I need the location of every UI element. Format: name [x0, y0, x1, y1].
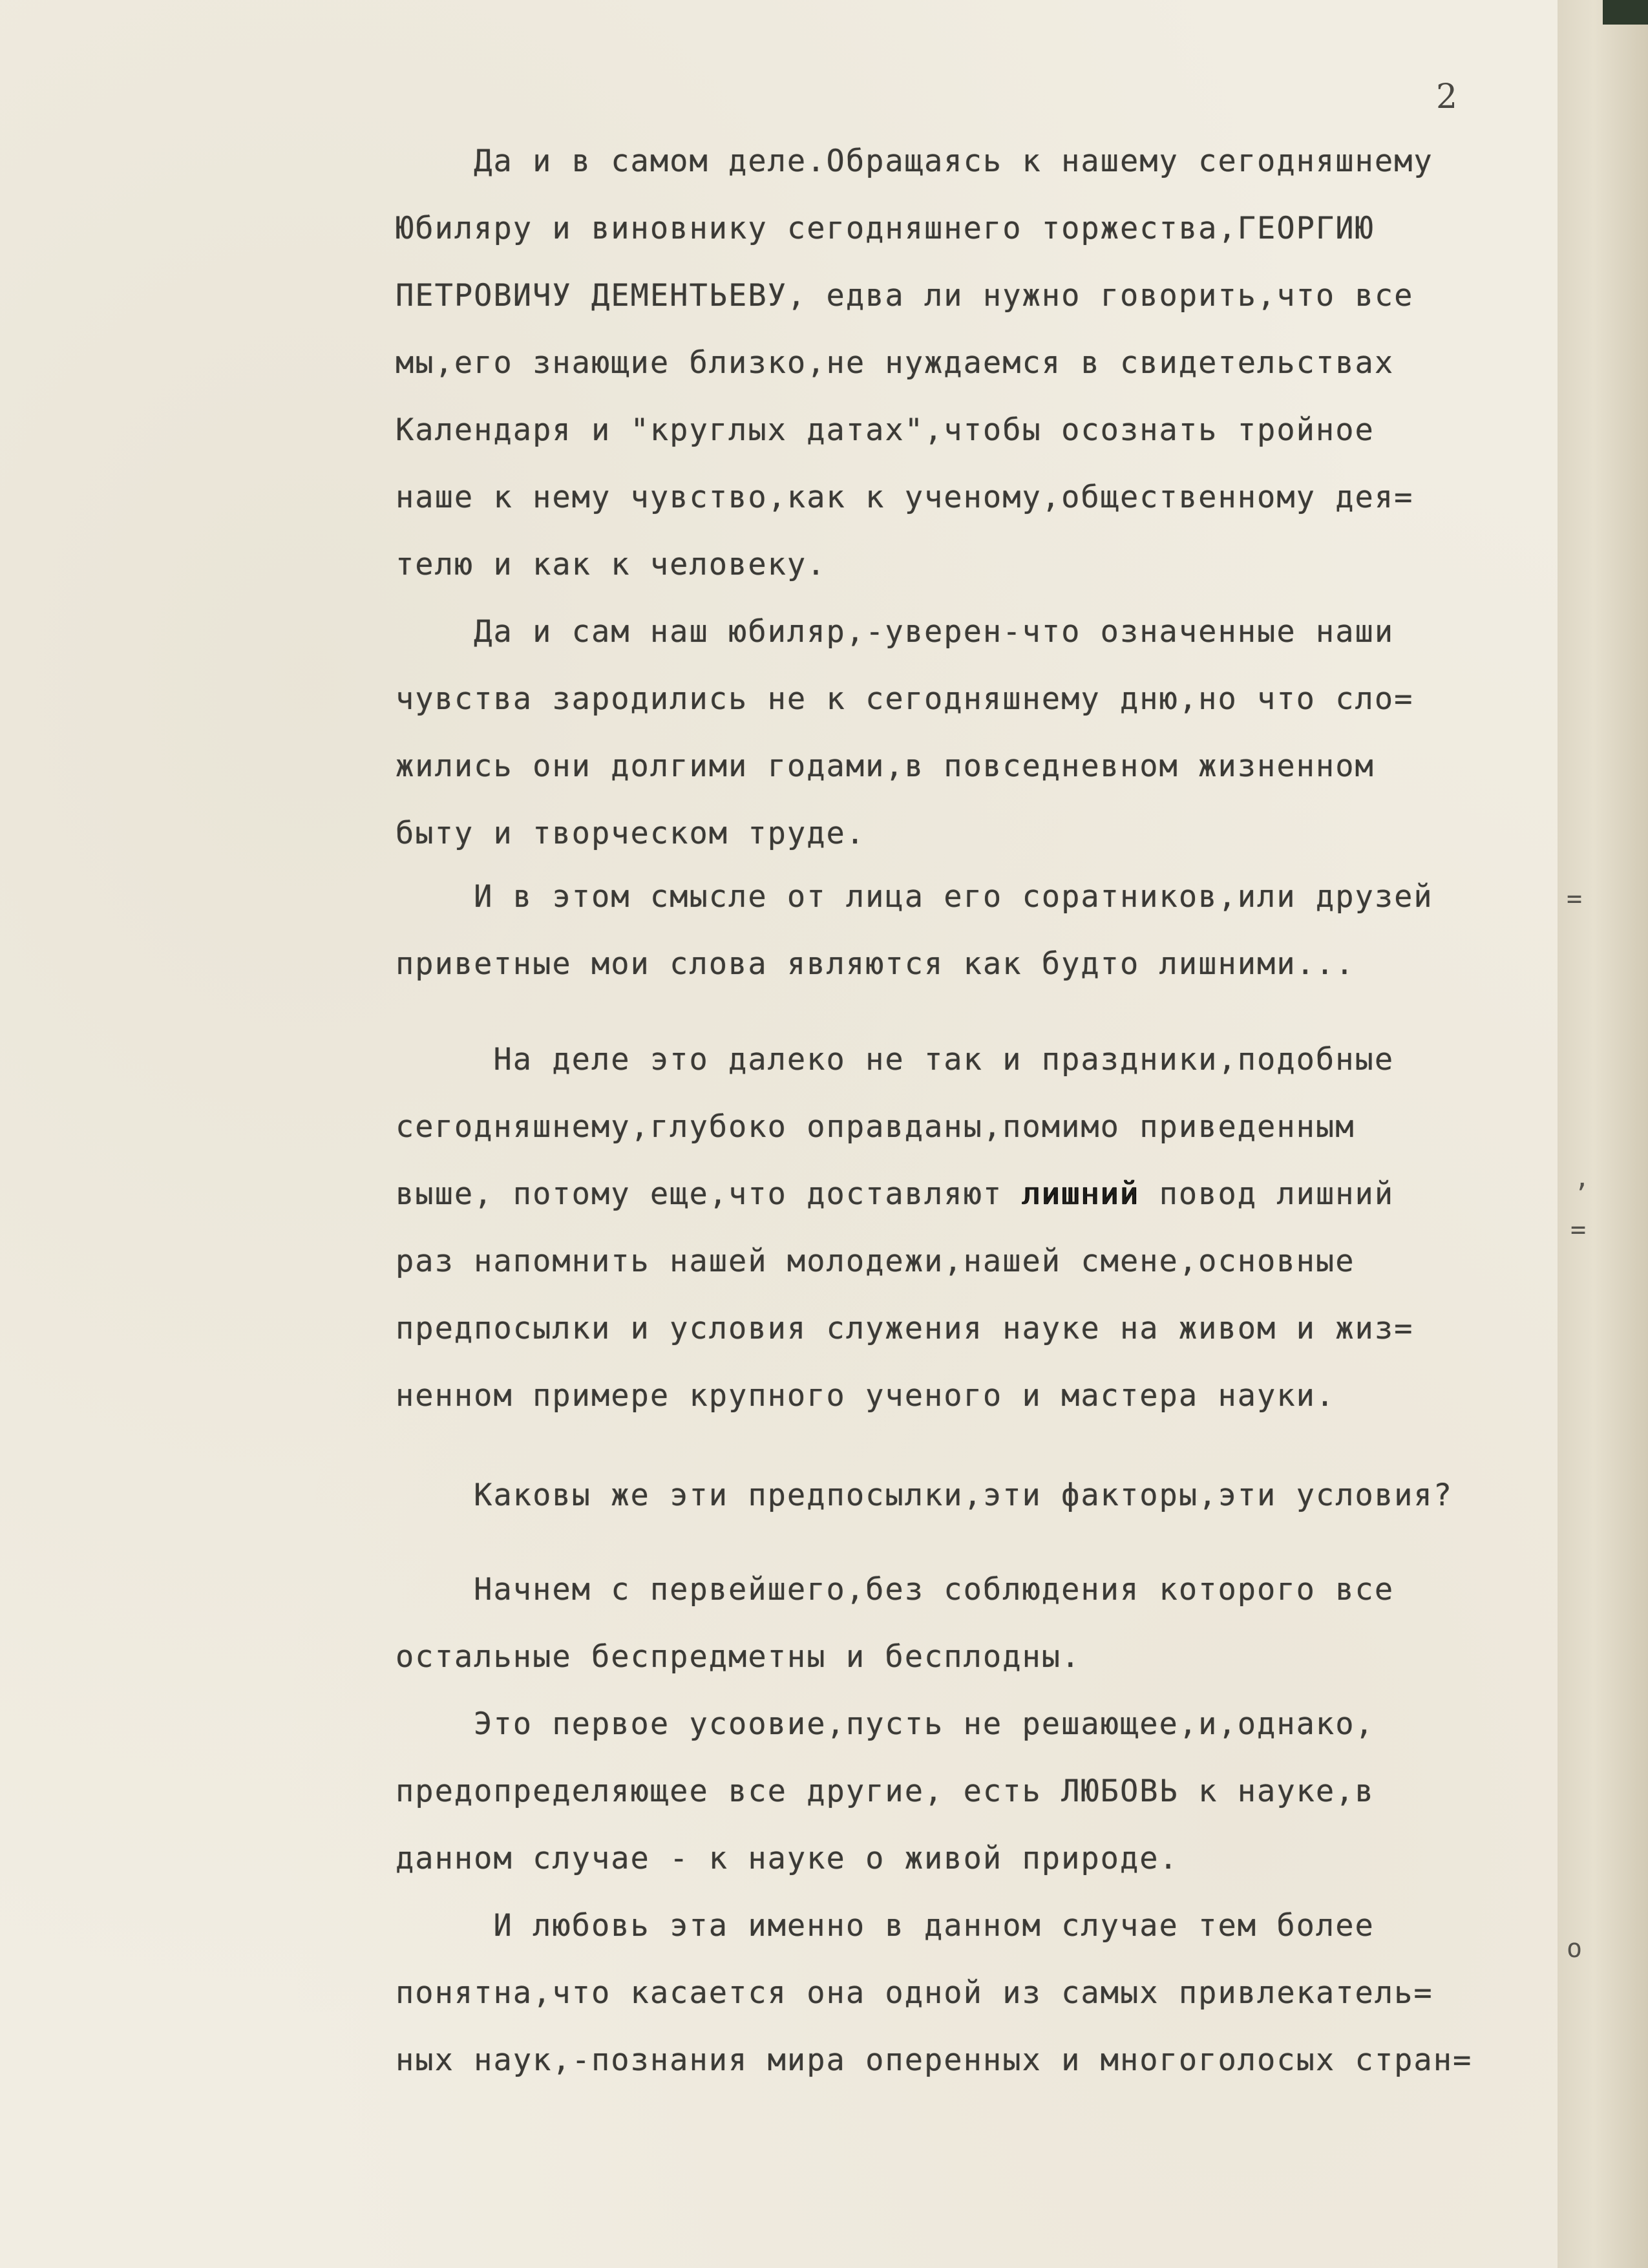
text-line-11: быту и творческом труде. — [396, 816, 866, 851]
text-line-13: приветные мои слова являются как будто лишними... — [396, 946, 1355, 982]
text-line-20: Каковы же эти предпосылки,эти факторы,эти условия? — [396, 1478, 1453, 1513]
text-line-6: наше к нему чувство,как к ученому,общественному дея= — [396, 480, 1414, 515]
page-number: 2 — [1436, 78, 1458, 116]
text-line-17: раз напомнить нашей молодежи,нашей смене,основные — [396, 1244, 1355, 1279]
text-line-8: Да и сам наш юбиляр,-уверен-что означенные наши — [396, 614, 1395, 650]
margin-mark-3: = — [1570, 1215, 1587, 1245]
text-line-5: Календаря и "круглых датах",чтобы осознать тройное — [396, 412, 1375, 448]
text-line-1: Да и в самом деле.Обращаясь к нашему сегодняшнему — [396, 143, 1433, 179]
margin-mark-1: = — [1567, 884, 1583, 914]
text-line-2: Юбиляру и виновнику сегодняшнего торжества,ГЕОРГИЮ — [396, 211, 1375, 246]
text-line-16-start: выше, потому еще,что доставляют — [396, 1176, 1003, 1212]
text-line-26: И любовь эта именно в данном случае тем более — [396, 1908, 1375, 1944]
text-line-4: мы,его знающие близко,не нуждаемся в свидетельствах — [396, 345, 1395, 381]
struck-word: лишний — [1022, 1176, 1140, 1212]
text-line-16 — [396, 1176, 1394, 1212]
text-line-27: понятна,что касается она одной из самых привлекатель= — [396, 1975, 1433, 2011]
background-corner — [1603, 0, 1648, 25]
text-line-15: сегодняшнему,глубоко оправданы,помимо приведенным — [396, 1109, 1355, 1145]
text-line-16-tail: повод лишний — [1139, 1176, 1395, 1212]
text-line-10: жились они долгими годами,в повседневном жизненном — [396, 748, 1375, 784]
text-line-24: предопределяющее все другие, есть ЛЮБОВЬ к науке,в — [396, 1774, 1375, 1809]
text-line-7: телю и как к человеку. — [396, 547, 827, 582]
text-line-25: данном случае - к науке о живой природе. — [396, 1841, 1179, 1876]
text-line-23: Это первое усоовие,пусть не решающее,и,однако, — [396, 1706, 1375, 1742]
text-line-18: предпосылки и условия служения науке на живом и жиз= — [396, 1311, 1414, 1346]
text-line-12: И в этом смысле от лица его соратников,или друзей — [396, 879, 1433, 915]
text-line-21: Начнем с первейшего,без соблюдения которого все — [396, 1572, 1395, 1607]
text-line-28: ных наук,-познания мира оперенных и многоголосых стран= — [396, 2042, 1473, 2078]
underlying-page-edge — [1558, 0, 1648, 2268]
text-line-14: На деле это далеко не так и праздники,подобные — [396, 1042, 1395, 1077]
margin-mark-4: о — [1567, 1934, 1583, 1964]
text-line-3: ПЕТРОВИЧУ ДЕМЕНТЬЕВУ, едва ли нужно говорить,что все — [396, 278, 1414, 313]
text-line-9: чувства зародились не к сегодняшнему дню,но что сло= — [396, 681, 1414, 717]
margin-mark-2: , — [1574, 1163, 1590, 1193]
text-line-22: остальные беспредметны и бесплодны. — [396, 1639, 1081, 1675]
text-line-19: ненном примере крупного ученого и мастера науки. — [396, 1378, 1336, 1414]
